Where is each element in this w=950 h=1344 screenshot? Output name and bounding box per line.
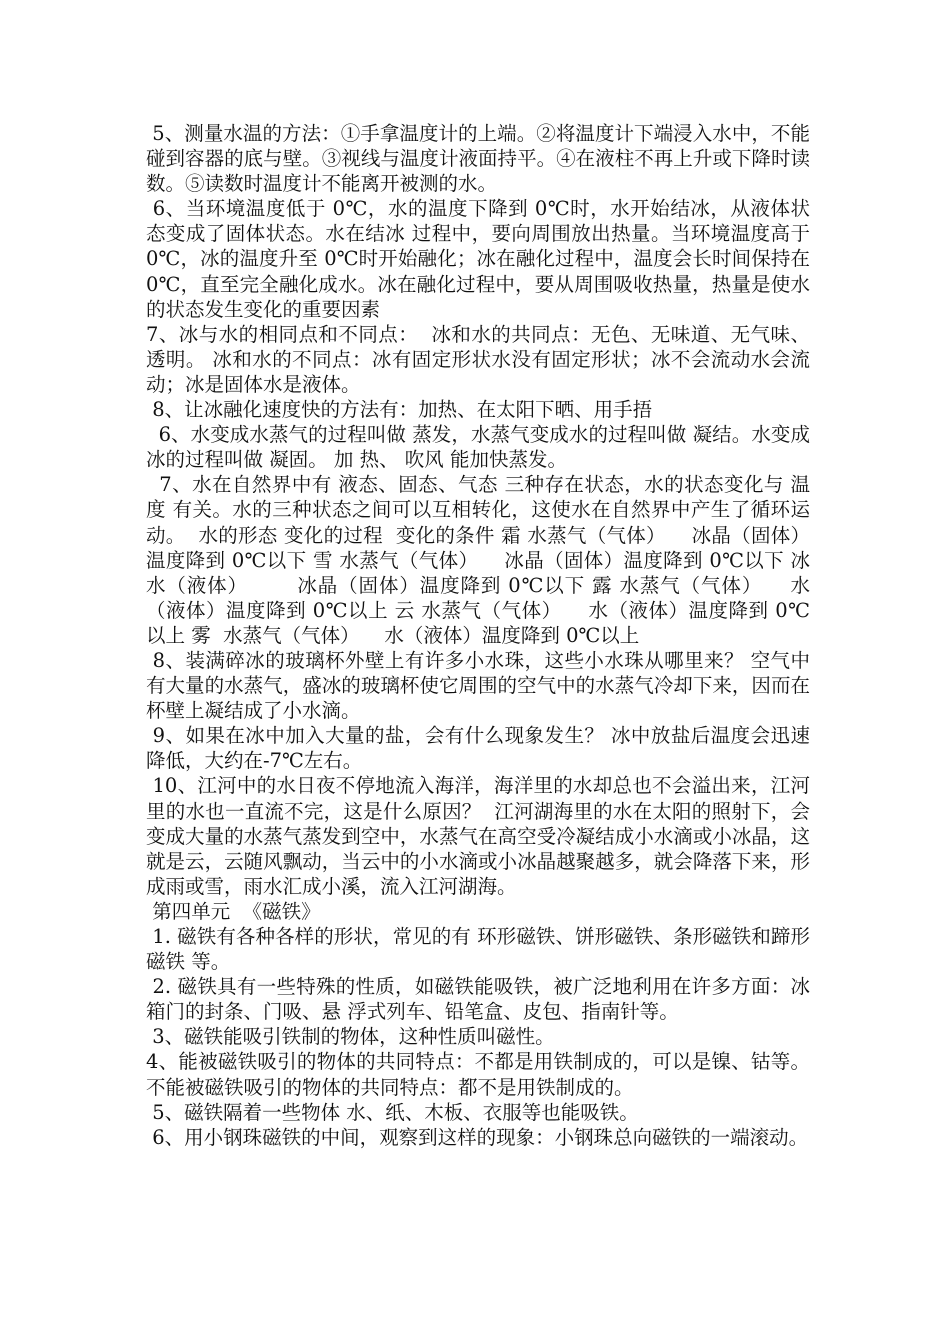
- document-body: [146, 121, 817, 1150]
- paragraph-salt-on-ice: 9、如果在冰中加入大量的盐，会有什么现象发生？ 冰中放盐后温度会迅速降低，大约在-7℃左右。: [146, 724, 811, 773]
- paragraph-glass-droplets: 8、装满碎冰的玻璃杯外壁上有许多小水珠，这些小水珠从哪里来？ 空气中有大量的水蒸气，盛冰的玻璃杯使它周围的空气中的水蒸气冷却下来，因而在杯壁上凝结成了小水滴。: [146, 648, 811, 723]
- paragraph-ice-water-comparison: 7、冰与水的相同点和不同点： 冰和水的共同点：无色、无味道、无气味、透明。 冰和水的不同点：冰有固定形状水没有固定形状；冰不会流动水会流动；冰是固体水是液体。: [146, 322, 810, 396]
- paragraph-water-cycle: 10、江河中的水日夜不停地流入海洋，海洋里的水却总也不会溢出来，江河里的水也一直流不完，这是什么原因？ 江河湖海里的水在太阳的照射下，会变成大量的水蒸气蒸发到空中，水蒸气在高空受冷凝结成小水滴或小冰晶，这就是云，云随风飘动，当云中的小水滴或小冰晶越聚越多，就会降落下来，形成雨或雪，雨水汇成小溪，流入江河湖海。: [146, 774, 810, 898]
- paragraph-magnet-uses: 2. 磁铁具有一些特殊的性质，如磁铁能吸铁，被广泛地利用在许多方面：冰箱门的封条、门吸、悬 浮式列车、铅笔盒、皮包、指南针等。: [146, 975, 811, 1024]
- paragraph-steel-ball: 6、用小钢珠磁铁的中间，观察到这样的现象：小钢珠总向磁铁的一端滚动。: [146, 1125, 809, 1149]
- paragraph-melting-speed: 8、让冰融化速度快的方法有：加热、在太阳下晒、用手捂: [146, 398, 653, 422]
- paragraph-magnet-shapes: 1. 磁铁有各种各样的形状，常见的有 环形磁铁、饼形磁铁、条形磁铁和蹄形磁铁 等。: [146, 925, 810, 974]
- section-heading-magnets: 第四单元 《磁铁》: [146, 899, 321, 923]
- paragraph-evaporation-condensation: 6、水变成水蒸气的过程叫做 蒸发，水蒸气变成水的过程叫做 凝结。水变成冰的过程叫做 凝固。 加 热、 吹风 能加快蒸发。: [146, 423, 810, 472]
- paragraph-water-temperature-method: 5、测量水温的方法：①手拿温度计的上端。②将温度计下端浸入水中，不能碰到容器的底与壁。③视线与温度计液面持平。④在液柱不再上升或下降时读数。⑤读数时温度计不能离开被测的水。: [146, 122, 810, 196]
- paragraph-freezing-melting: 6、当环境温度低于 0℃，水的温度下降到 0℃时，水开始结冰，从液体状态变成了固体状态。水在结冰 过程中，要向周围放出热量。当环境温度高于 0℃，冰的温度升至 0℃时开始融化；冰在融化过程中，温度会长时间保持在 0℃，直至完全融化成水。冰在融化过程中，要从周围吸收热量，热量是使水的状态发生变化的重要因素: [146, 197, 817, 321]
- paragraph-three-states: 7、水在自然界中有 液态、固态、气态 三种存在状态，水的状态变化与 温度 有关。水的三种状态之间可以互相转化，这使水在自然界中产生了循环运动。 水的形态 变化的过程 变化的条件 霜 水蒸气（气体） 冰晶（固体）温度降到 0℃以下 雪 水蒸气（气体） 冰晶（固体）温度降到 0℃以下 冰 水（液体） 冰晶（固体）温度降到 0℃以下 露 水蒸气（气体） 水（液体）温度降到 0℃以上 云 水蒸气（气体） 水（液体）温度降到 0℃以上 雾 水蒸气（气体） 水（液体）温度降到 0℃以上: [146, 473, 817, 647]
- paragraph-through-objects: 5、磁铁隔着一些物体 水、纸、木板、衣服等也能吸铁。: [146, 1100, 639, 1124]
- paragraph-attracted-objects: 4、能被磁铁吸引的物体的共同特点：不都是用铁制成的，可以是镍、钴等。 不能被磁铁吸引的物体的共同特点：都不是用铁制成的。: [146, 1050, 817, 1099]
- paragraph-magnetism: 3、磁铁能吸引铁制的物体，这种性质叫磁性。: [146, 1025, 555, 1049]
